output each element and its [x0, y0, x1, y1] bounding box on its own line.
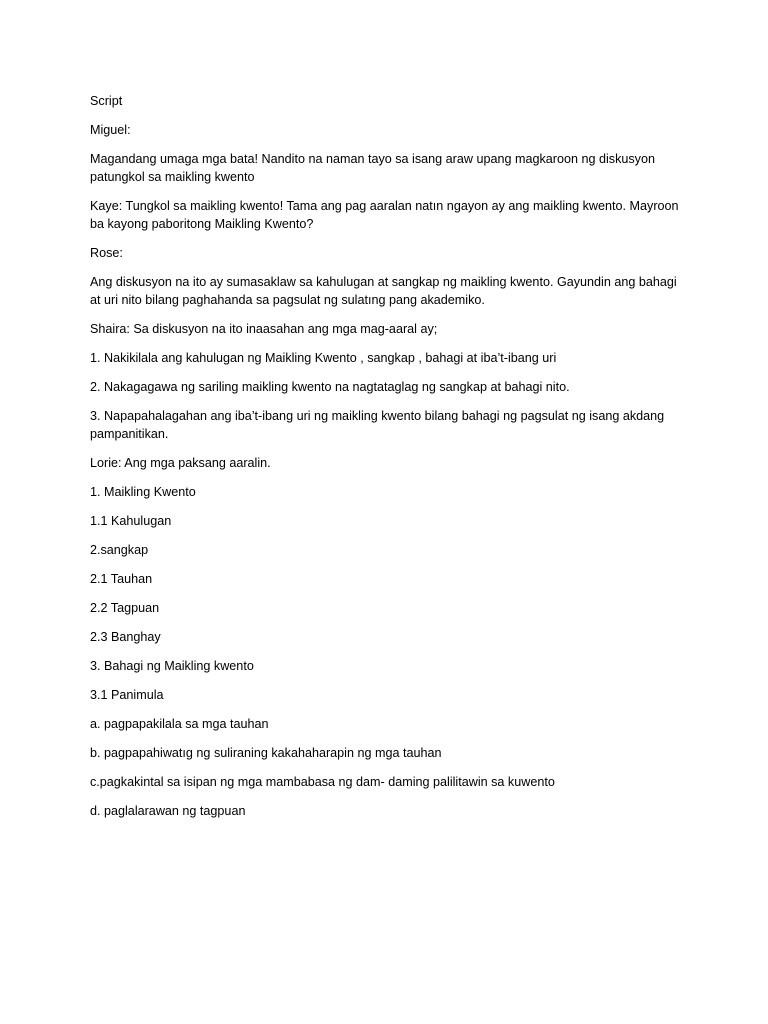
topic-item: 2.2 Tagpuan: [90, 601, 160, 615]
topic-item: 1.1 Kahulugan: [90, 514, 172, 528]
topic-item: d. paglalarawan ng tagpuan: [90, 804, 246, 818]
objective-item: 3. Napapahalagahan ang iba’t-ibang uri ng maikling kwento bilang bahagi ng pagsulat ng isang akdang pampanitikan.: [90, 409, 665, 441]
topic-item: 2.1 Tauhan: [90, 572, 153, 586]
topic-item: c.pagkakintal sa isipan ng mga mambabasa ng dam- daming palilitawin sa kuwento: [90, 775, 555, 789]
kaye-line: Kaye: Tungkol sa maikling kwento! Tama ang pag aaralan natın ngayon ay ang maikling kwento. Mayroon ba kayong paboritong Maikling Kwento?: [90, 199, 679, 231]
topic-item: b. pagpapahiwatıg ng suliraning kakahaharapin ng mga tauhan: [90, 746, 442, 760]
objective-item: 2. Nakagagawa ng sariling maikling kwento na nagtataglag ng sangkap at bahagi nito.: [90, 380, 570, 394]
objective-item: 1. Nakikilala ang kahulugan ng Maikling Kwento , sangkap , bahagi at iba’t-ibang uri: [90, 351, 557, 365]
lorie-line: Lorie: Ang mga paksang aaralin.: [90, 456, 271, 470]
rose-line: Ang diskusyon na ito ay sumasaklaw sa kahulugan at sangkap ng maikling kwento. Gayundin ang bahagi at uri nito bilang paghahanda sa pagsulat ng sulatıng pang akademiko.: [90, 275, 677, 307]
topic-item: 3.1 Panimula: [90, 688, 164, 702]
topic-item: a. pagpapakilala sa mga tauhan: [90, 717, 269, 731]
speaker-rose: Rose:: [90, 246, 123, 260]
topic-item: 1. Maikling Kwento: [90, 485, 196, 499]
document-page: [90, 92, 690, 831]
miguel-line: Magandang umaga mga bata! Nandito na naman tayo sa isang araw upang magkaroon ng diskusyon patungkol sa maikling kwento: [90, 152, 655, 184]
topic-item: 3. Bahagi ng Maikling kwento: [90, 659, 254, 673]
topic-item: 2.3 Banghay: [90, 630, 161, 644]
shaira-line: Shaira: Sa diskusyon na ito inaasahan ang mga mag-aaral ay;: [90, 322, 438, 336]
speaker-miguel: Miguel:: [90, 123, 131, 137]
topic-item: 2.sangkap: [90, 543, 149, 557]
document-heading: Script: [90, 94, 123, 108]
